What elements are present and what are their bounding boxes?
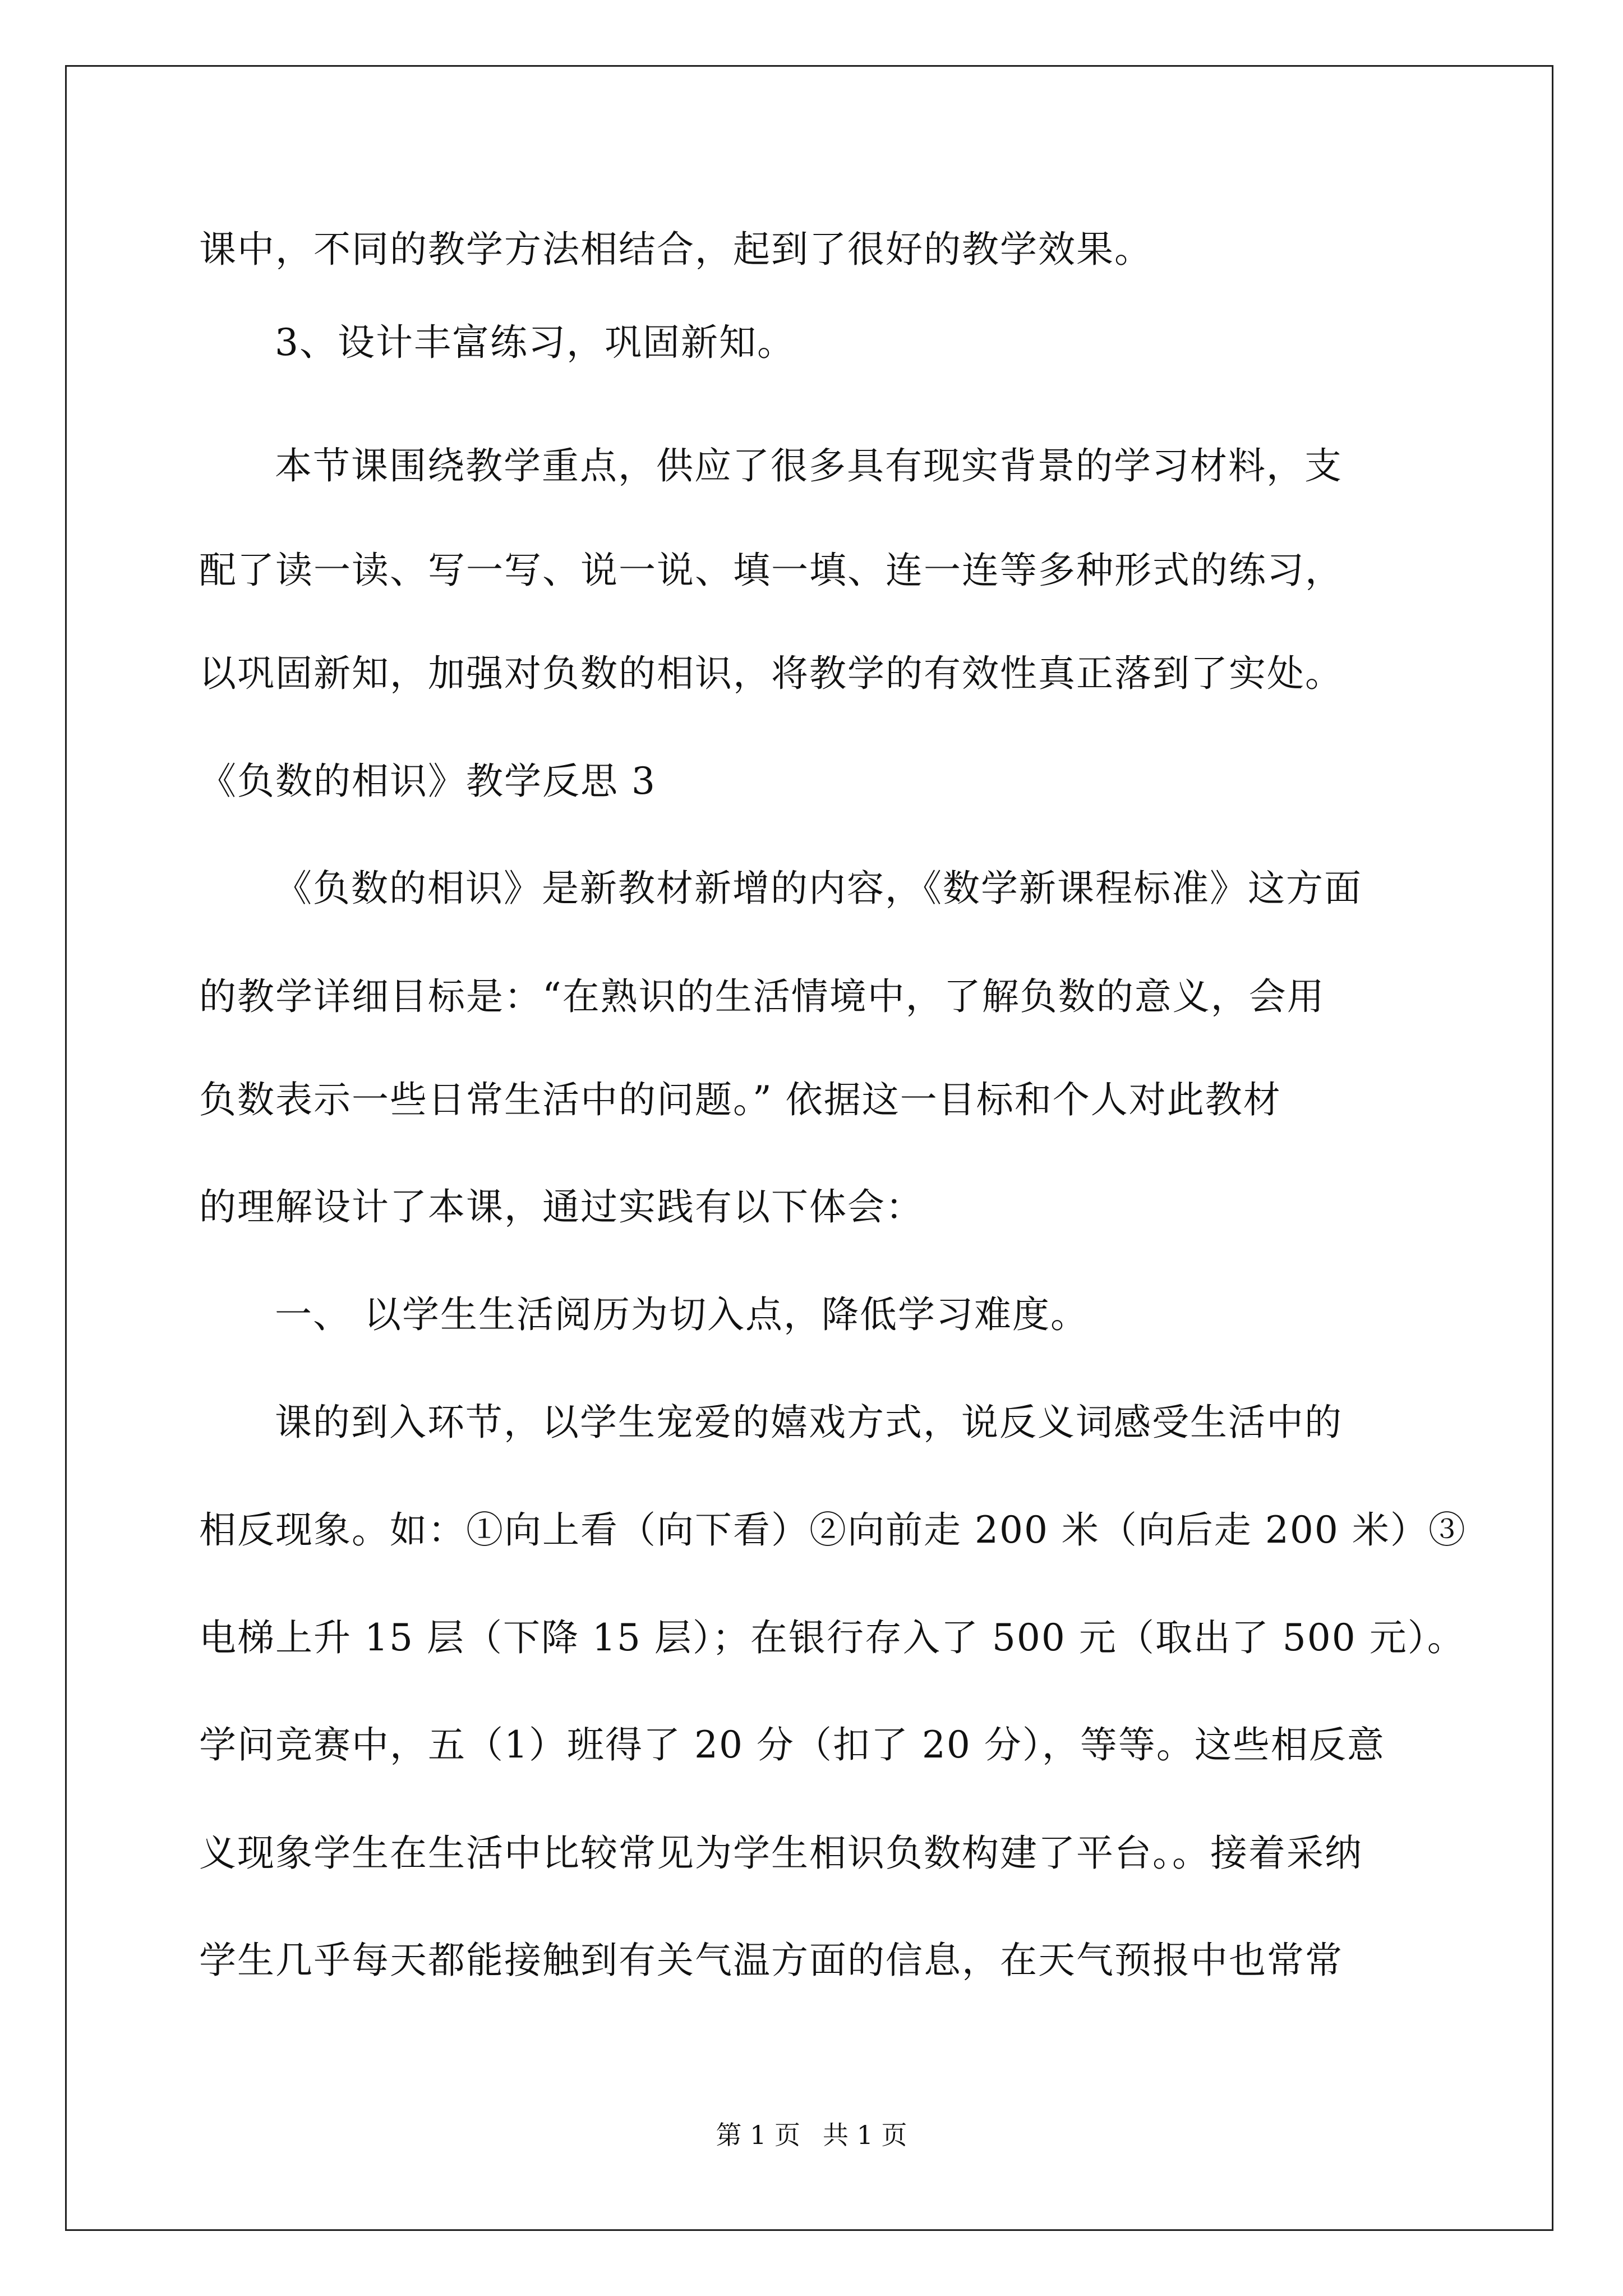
page-number: 第 1 页 — [716, 2120, 800, 2150]
text-line: 负数表示一些日常生活中的问题。” 依据这一目标和个人对此教材 — [199, 1078, 1281, 1121]
section-heading: 《负数的相识》教学反思 3 — [199, 760, 656, 803]
text-line: 配了读一读、写一写、说一说、填一填、连一连等多种形式的练习， — [199, 549, 1343, 592]
text-line: 的教学详细目标是：“在熟识的生活情境中，了解负数的意义，会用 — [199, 975, 1325, 1018]
text-line: 的理解设计了本课，通过实践有以下体会： — [199, 1185, 924, 1228]
text-line: 电梯上升 15 层（下降 15 层）；在银行存入了 500 元（取出了 500 元）。 — [199, 1616, 1465, 1659]
text-line: 本节课围绕教学重点，供应了很多具有现实背景的学习材料，支 — [275, 444, 1343, 487]
text-line: 义现象学生在生活中比较常见为学生相识负数构建了平台。。接着采纳 — [199, 1832, 1363, 1875]
text-line: 学生几乎每天都能接触到有关气温方面的信息，在天气预报中也常常 — [199, 1939, 1343, 1982]
text-line: 3、设计丰富练习，巩固新知。 — [275, 321, 795, 364]
page-footer — [0, 2119, 1623, 2151]
text-line: 学问竞赛中，五（1）班得了 20 分（扣了 20 分），等等。这些相反意 — [199, 1723, 1385, 1766]
text-line: 一、 以学生生活阅历为切入点，降低学习难度。 — [275, 1293, 1089, 1336]
text-line: 课的到入环节，以学生宠爱的嬉戏方式，说反义词感受生活中的 — [275, 1401, 1343, 1444]
text-line: 《负数的相识》是新教材新增的内容，《数学新课程标准》这方面 — [275, 867, 1362, 910]
page-border — [65, 65, 1553, 2231]
text-line: 课中，不同的教学方法相结合，起到了很好的教学效果。 — [199, 228, 1152, 271]
text-line: 以巩固新知，加强对负数的相识，将教学的有效性真正落到了实处。 — [199, 652, 1343, 695]
page-total: 共 1 页 — [823, 2120, 907, 2150]
text-line: 相反现象。如：①向上看（向下看）②向前走 200 米（向后走 200 米）③ — [199, 1508, 1467, 1552]
